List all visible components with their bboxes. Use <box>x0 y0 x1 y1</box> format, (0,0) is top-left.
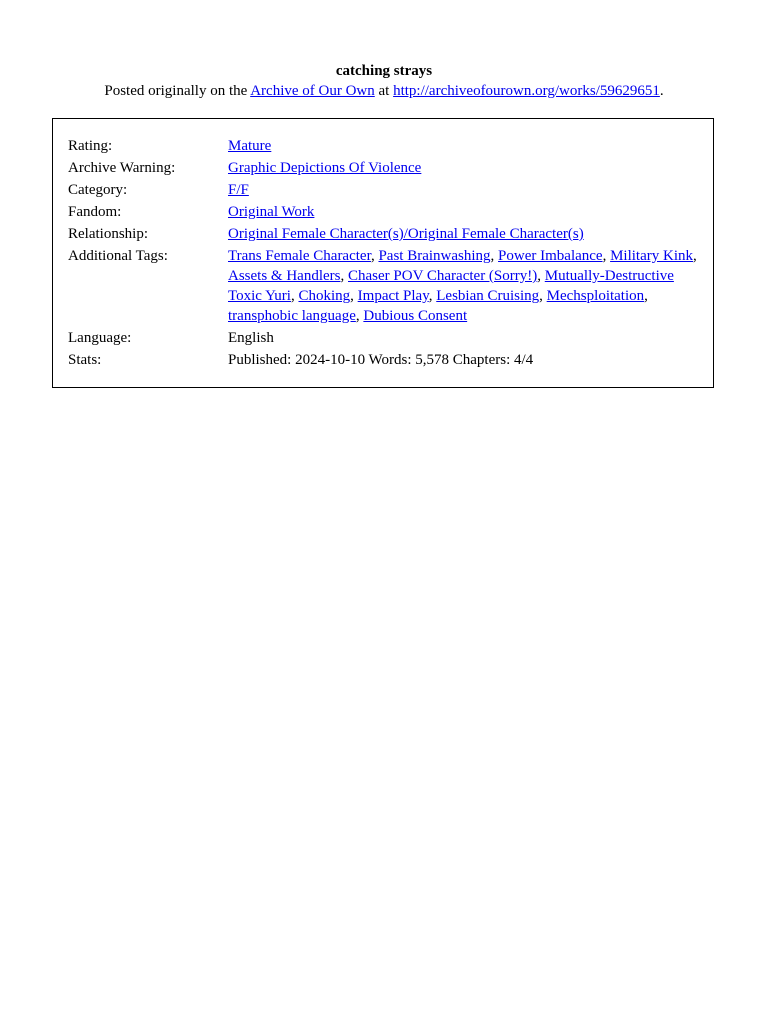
work-title: catching strays <box>335 63 433 79</box>
meta-row-category <box>68 180 698 202</box>
category-value-cell <box>228 180 698 202</box>
rating-label: Rating: <box>68 138 113 154</box>
work-url-link[interactable]: http://archiveofourown.org/works/59629651 <box>393 83 660 99</box>
language-label: Language: <box>68 330 132 346</box>
tag-separator: , <box>490 248 499 264</box>
posted-prefix: Posted originally on the <box>104 83 251 99</box>
language-value: English <box>228 330 274 346</box>
tag-separator: , <box>644 288 648 304</box>
category-link[interactable]: F/F <box>228 182 249 198</box>
tag-separator: , <box>340 268 348 284</box>
tag-link[interactable]: Past Brainwashing <box>378 248 491 264</box>
meta-row-fandom <box>68 202 698 224</box>
tag-link[interactable]: Lesbian Cruising <box>436 288 540 304</box>
warning-link[interactable]: Graphic Depictions Of Violence <box>228 160 422 176</box>
tag-separator: , <box>428 288 437 304</box>
relationship-value-cell <box>228 224 698 246</box>
tag-link[interactable]: Mutually-Destructive Toxic Yuri <box>228 268 674 304</box>
tag-separator: , <box>290 288 299 304</box>
tag-link[interactable]: Impact Play <box>357 288 429 304</box>
period: . <box>659 83 664 99</box>
relationship-label: Relationship: <box>68 226 148 242</box>
stats-value: Published: 2024-10-10 Words: 5,578 Chapters: 4/4 <box>228 352 534 368</box>
tag-link[interactable]: Trans Female Character <box>228 248 371 264</box>
tag-link[interactable]: Military Kink <box>610 248 694 264</box>
tag-link[interactable]: Choking <box>298 288 351 304</box>
tag-separator: , <box>355 308 364 324</box>
work-header <box>0 61 768 103</box>
tag-separator: , <box>350 288 358 304</box>
tag-separator: , <box>693 248 697 264</box>
meta-row-rating <box>68 136 698 158</box>
tag-link[interactable]: Mechsploitation <box>546 288 645 304</box>
tag-link[interactable]: transphobic language <box>228 308 356 324</box>
fandom-link[interactable]: Original Work <box>228 204 315 220</box>
rating-link[interactable]: Mature <box>228 138 272 154</box>
meta-row-language <box>68 328 698 350</box>
tag-separator: , <box>539 288 547 304</box>
tag-separator: , <box>602 248 611 264</box>
tag-link[interactable]: Assets & Handlers <box>228 268 341 284</box>
work-meta-box <box>52 118 714 388</box>
tags-value-cell <box>228 246 698 328</box>
tag-separator: , <box>537 268 545 284</box>
tags-label: Additional Tags: <box>68 248 168 264</box>
meta-row-relationship <box>68 224 698 246</box>
tag-link[interactable]: Chaser POV Character (Sorry!) <box>348 268 538 284</box>
fandom-value-cell <box>228 202 698 224</box>
tag-separator: , <box>370 248 379 264</box>
relationship-link[interactable]: Original Female Character(s)/Original Female Character(s) <box>228 226 584 242</box>
warning-label: Archive Warning: <box>68 160 176 176</box>
tag-link[interactable]: Dubious Consent <box>363 308 468 324</box>
warning-value-cell <box>228 158 698 180</box>
posted-line <box>0 81 768 103</box>
rating-value-cell <box>228 136 698 158</box>
category-label: Category: <box>68 182 128 198</box>
work-meta-table <box>68 136 698 372</box>
at-text: at <box>374 83 394 99</box>
meta-row-stats <box>68 350 698 372</box>
stats-label: Stats: <box>68 352 102 368</box>
tag-link[interactable]: Power Imbalance <box>498 248 603 264</box>
archive-link[interactable]: Archive of Our Own <box>250 83 375 99</box>
fandom-label: Fandom: <box>68 204 122 220</box>
meta-row-warning <box>68 158 698 180</box>
meta-row-tags <box>68 246 698 328</box>
